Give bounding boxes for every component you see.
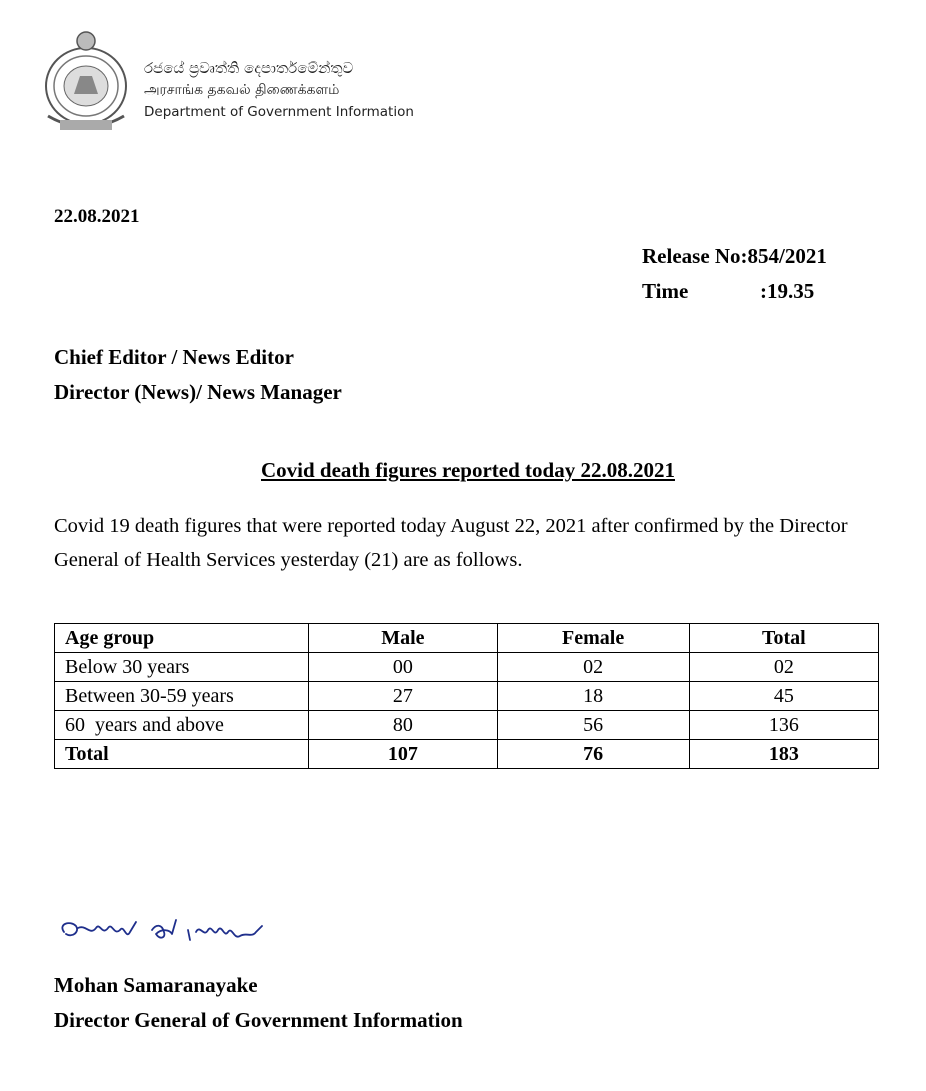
cell-total: 02 [689, 653, 878, 682]
time-label: Time [642, 279, 689, 303]
cell-total-male: 107 [309, 740, 497, 769]
release-time [642, 274, 827, 309]
cell-total: 45 [689, 682, 878, 711]
signer-name: Mohan Samaranayake [54, 973, 258, 997]
cell-age-group: Between 30-59 years [55, 682, 309, 711]
header-male: Male [309, 624, 497, 653]
letterhead-sinhala: රජයේ ප්‍රවෘත්ති දෙපාර්තමේන්තුව [144, 59, 354, 77]
cell-age-group: Below 30 years [55, 653, 309, 682]
cell-total: 136 [689, 711, 878, 740]
addressee [54, 340, 342, 410]
table-row [55, 653, 879, 682]
header-total: Total [689, 624, 878, 653]
release-date: 22.08.2021 [54, 206, 140, 227]
cell-female: 02 [497, 653, 689, 682]
handwritten-signature [56, 910, 306, 960]
table-row [55, 682, 879, 711]
table-row [55, 711, 879, 740]
signature-stroke [62, 920, 262, 940]
time-value: :19.35 [760, 279, 815, 303]
cell-female: 56 [497, 711, 689, 740]
table-total-row [55, 740, 879, 769]
signer-title: Director General of Government Information [54, 1008, 463, 1032]
cell-male: 80 [309, 711, 497, 740]
government-emblem-icon [40, 28, 132, 134]
header-age-group: Age group [55, 624, 309, 653]
cell-female: 18 [497, 682, 689, 711]
cell-total-female: 76 [497, 740, 689, 769]
signer-block [54, 968, 463, 1038]
cell-age-group: 60 years and above [55, 711, 309, 740]
addressee-line-1: Chief Editor / News Editor [54, 345, 294, 369]
cell-total-label: Total [55, 740, 309, 769]
release-number: Release No:854/2021 [642, 244, 827, 268]
letterhead-tamil: அரசாங்க தகவல் திணைக்களம் [144, 82, 340, 98]
body-paragraph: Covid 19 death figures that were reported today August 22, 2021 after confirmed by the Director General of Health Services yesterday (21) are as follows. [54, 515, 848, 571]
cell-male: 27 [309, 682, 497, 711]
header-female: Female [497, 624, 689, 653]
cell-grand-total: 183 [689, 740, 878, 769]
letterhead [40, 28, 520, 138]
letterhead-english: Department of Government Information [144, 104, 414, 120]
table-header-row [55, 624, 879, 653]
release-info [642, 239, 827, 309]
death-figures-table [54, 623, 879, 769]
document-heading: Covid death figures reported today 22.08.2021 [261, 458, 675, 482]
addressee-line-2: Director (News)/ News Manager [54, 380, 342, 404]
cell-male: 00 [309, 653, 497, 682]
